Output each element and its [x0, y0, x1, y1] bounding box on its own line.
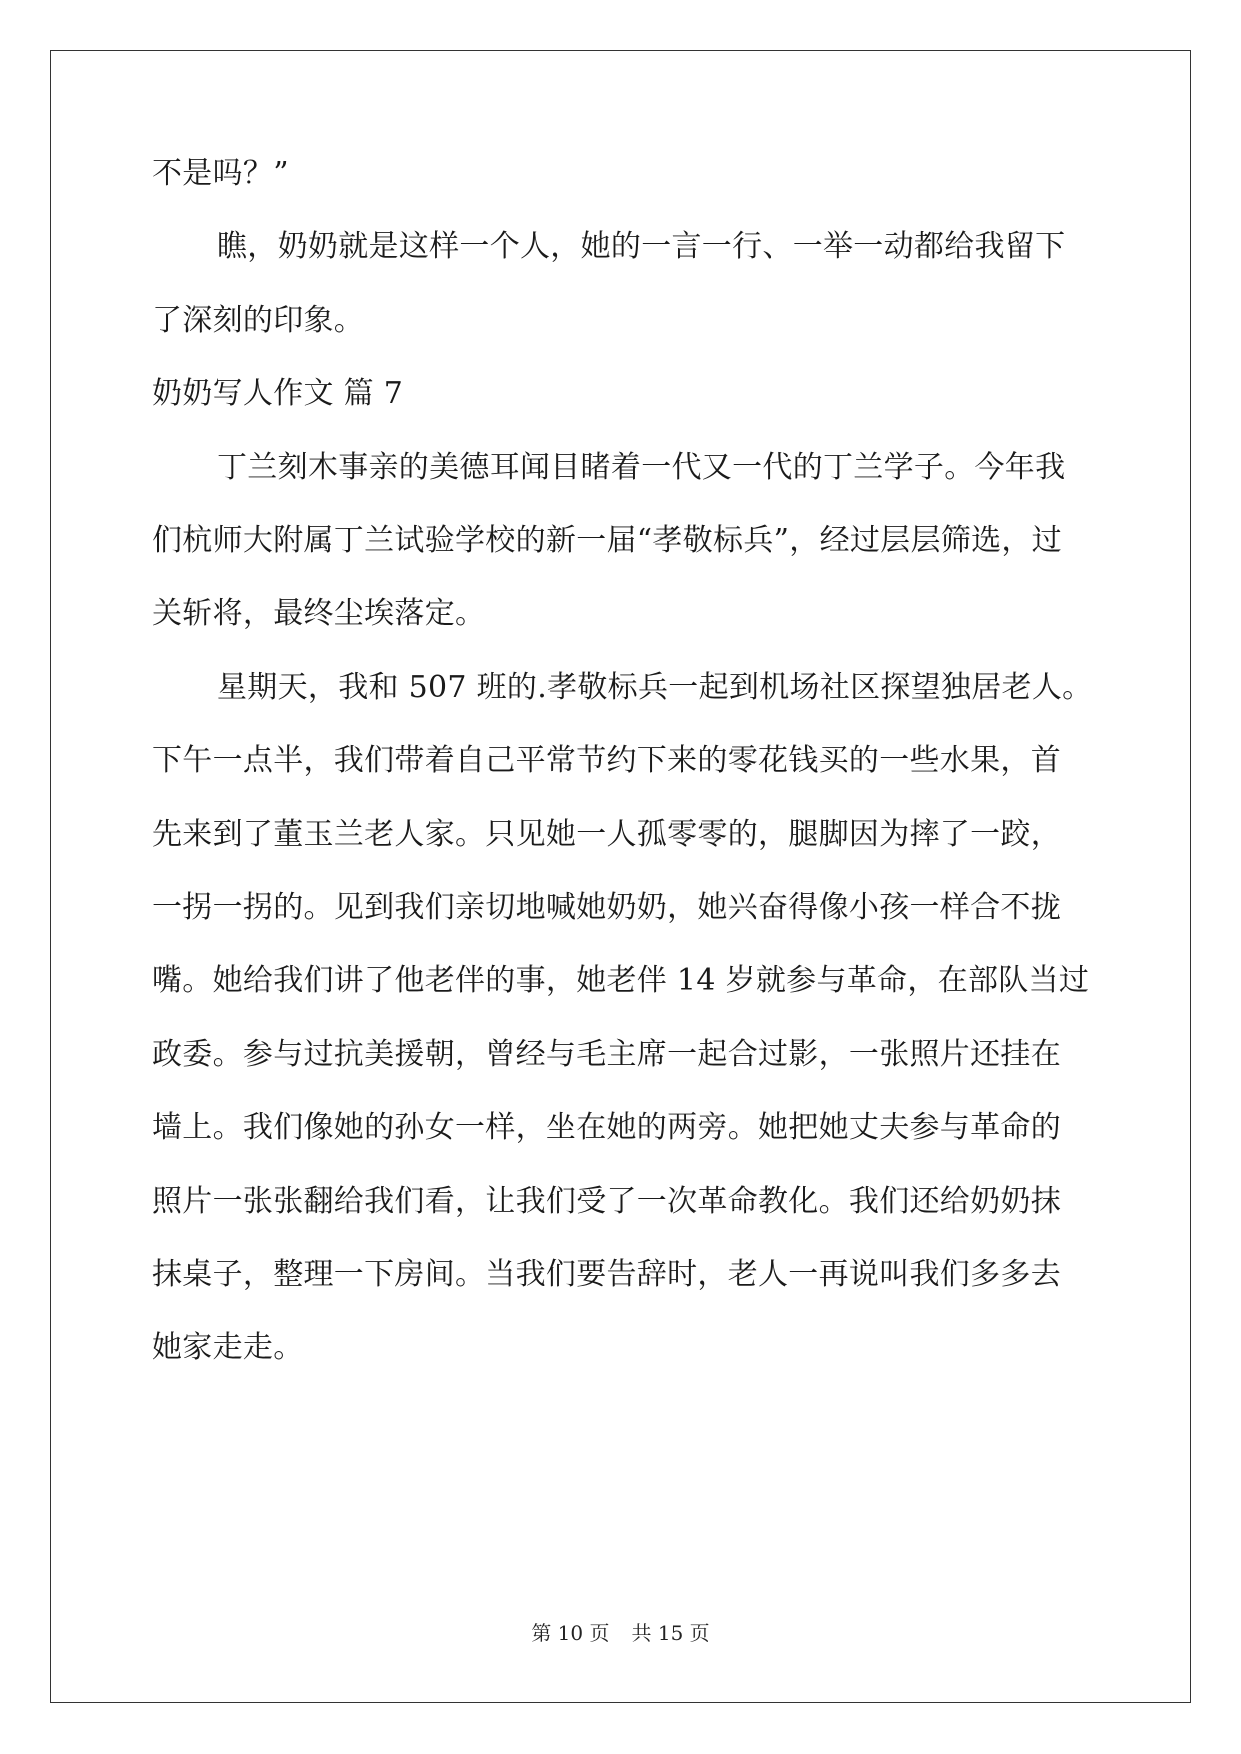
page-border	[50, 50, 1191, 1703]
page-total: 共 15 页	[631, 1621, 710, 1645]
page-footer	[0, 1620, 1241, 1646]
text-line: 她家走走。	[152, 1330, 304, 1365]
text-line: 嘴。她给我们讲了他老伴的事，她老伴 14 岁就参与革命，在部队当过	[152, 963, 1090, 998]
text-line: 照片一张张翻给我们看，让我们受了一次革命教化。我们还给奶奶抹	[152, 1184, 1061, 1219]
text-line: 们杭师大附属丁兰试验学校的新一届“孝敬标兵”，经过层层筛选，过	[152, 523, 1062, 558]
text-line: 关斩将，最终尘埃落定。	[152, 596, 486, 631]
text-line: 政委。参与过抗美援朝，曾经与毛主席一起合过影，一张照片还挂在	[152, 1037, 1061, 1072]
page-number: 第 10 页	[531, 1621, 610, 1645]
section-heading: 奶奶写人作文 篇 7	[152, 376, 404, 411]
paragraph-start-line: 丁兰刻木事亲的美德耳闻目睹着一代又一代的丁兰学子。今年我	[217, 450, 1066, 485]
text-line: 下午一点半，我们带着自己平常节约下来的零花钱买的一些水果，首	[152, 743, 1061, 778]
text-line: 墙上。我们像她的孙女一样，坐在她的两旁。她把她丈夫参与革命的	[152, 1110, 1061, 1145]
text-line: 先来到了董玉兰老人家。只见她一人孤零零的，腿脚因为摔了一跤，	[152, 817, 1061, 852]
text-line: 了深刻的印象。	[152, 303, 365, 338]
text-line: 一拐一拐的。见到我们亲切地喊她奶奶，她兴奋得像小孩一样合不拢	[152, 890, 1061, 925]
text-line: 不是吗？”	[152, 156, 289, 191]
paragraph-start-line: 瞧，奶奶就是这样一个人，她的一言一行、一举一动都给我留下	[217, 229, 1066, 264]
text-line: 抹桌子，整理一下房间。当我们要告辞时，老人一再说叫我们多多去	[152, 1257, 1061, 1292]
paragraph-start-line: 星期天，我和 507 班的.孝敬标兵一起到机场社区探望独居老人。	[217, 670, 1093, 705]
